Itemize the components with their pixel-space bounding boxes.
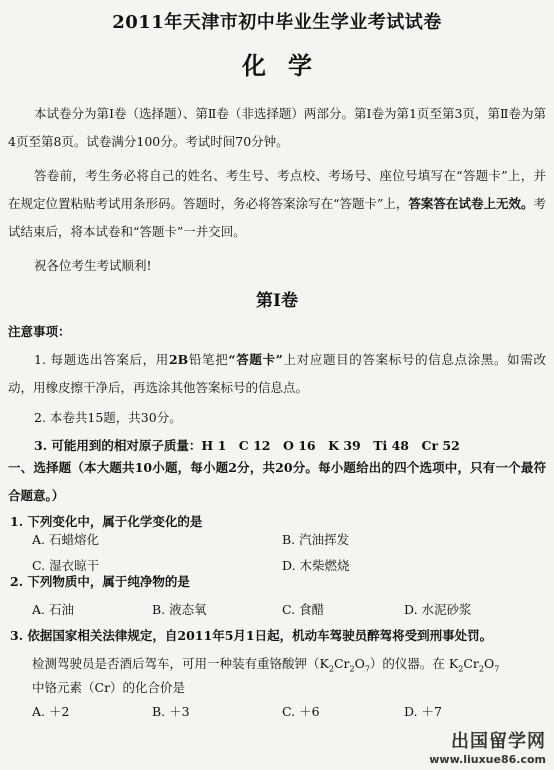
question-1-stem: 1. 下列变化中，属于化学变化的是 — [10, 514, 203, 529]
question-3-stem-line3: 中铬元素（Cr）的化合价是 — [32, 680, 186, 695]
q3-sub-6: 7 — [494, 664, 500, 674]
intro-paragraph-1: 本试卷分为第Ⅰ卷（选择题）、第Ⅱ卷（非选择题）两部分。第Ⅰ卷为第1页至第3页，第Ⅱ卷为第4页至第8页。试卷满分100分。考试时间70分钟。 — [8, 106, 546, 149]
note-1-b: 2B — [168, 352, 189, 367]
q3-text-5: Cr — [463, 656, 479, 671]
question-3-option-a: A. ＋2 — [32, 704, 70, 719]
q3-sub-1: 2 — [328, 664, 334, 674]
question-2-option-b: B. 液态氧 — [152, 602, 207, 617]
exam-title: 2011年天津市初中毕业生学业考试试卷 — [112, 12, 442, 33]
note-1 — [8, 346, 546, 402]
note-3-label: 3. 可能用到的相对原子质量： — [34, 438, 202, 453]
q3-sub-5: 2 — [478, 664, 484, 674]
atomic-masses: H 1 C 12 O 16 K 39 Ti 48 Cr 52 — [201, 438, 460, 453]
q3-sub-4: 2 — [458, 664, 464, 674]
watermark — [429, 727, 546, 766]
notes-heading: 注意事项： — [8, 324, 71, 339]
intro-p2-text: 答卷前，考生务必将自己的姓名、考生号、考点校、考场号、座位号填写在“答题卡”上，并在规定位置粘贴考试用条形码。答题时，务必将答案涂写在“答题卡”上， — [8, 168, 546, 211]
question-3-stem — [10, 622, 548, 650]
q3-sub-2: 2 — [349, 664, 355, 674]
question-3-option-c: C. ＋6 — [282, 704, 320, 719]
question-2-option-a: A. 石油 — [32, 602, 74, 617]
watermark-url: www.liuxue86.com — [429, 753, 546, 766]
question-2-stem: 2. 下列物质中，属于纯净物的是 — [10, 574, 190, 589]
q3-text-3: O — [354, 656, 365, 671]
q3-text-6: O — [483, 656, 495, 671]
question-1-option-b: B. 汽油挥发 — [282, 532, 350, 547]
note-2: 2. 本卷共15题，共30分。 — [34, 410, 182, 425]
question-2-option-d: D. 水泥砂浆 — [404, 602, 472, 617]
intro-paragraph-3: 祝各位考生考试顺利! — [34, 258, 152, 273]
watermark-name: 出国留学网 — [451, 731, 546, 752]
question-1-option-d: D. 木柴燃烧 — [282, 558, 350, 573]
question-2-option-c: C. 食醋 — [282, 602, 325, 617]
q3-text-2: Cr — [333, 656, 350, 671]
question-1-option-a: A. 石蜡熔化 — [32, 532, 99, 547]
note-1-a: 1. 每题选出答案后，用 — [34, 352, 169, 367]
intro-p2-end: 考试结束后，将本试卷和“答题卡”一并交回。 — [8, 196, 546, 239]
intro-p2-bold: 答案答在试卷上无效。 — [408, 196, 534, 211]
subject-title: 化学 — [242, 51, 334, 80]
section-title: 第Ⅰ卷 — [256, 291, 298, 311]
note-1-d: “答题卡” — [228, 352, 283, 367]
question-3-stem-line1: 3. 依据国家相关法律规定，自2011年5月1日起，机动车驾驶员醉驾将受到刑事处罚。 — [10, 628, 493, 643]
part1-heading: 一、选择题（本大题共10小题，每小题2分，共20分。每小题给出的四个选项中，只有一个最符合题意。） — [8, 460, 546, 503]
intro-paragraph-2 — [8, 162, 546, 246]
question-3-option-b: B. ＋3 — [152, 704, 190, 719]
q3-sub-3: 7 — [364, 664, 370, 674]
question-1-option-c: C. 湿衣晾干 — [32, 558, 100, 573]
note-1-c: 铅笔把 — [188, 352, 229, 367]
note-1-e: 上对应题目的答案标号的信息点涂黑。如需改动，用橡皮擦干净后，再选涂其他答案标号的信息点。 — [8, 352, 546, 395]
q3-text-4: ）的仪器。在 K — [369, 656, 459, 671]
question-3-option-d: D. ＋7 — [404, 704, 442, 719]
q3-text-1: 检测驾驶员是否酒后驾车，可用一种装有重铬酸钾（K — [32, 656, 329, 671]
